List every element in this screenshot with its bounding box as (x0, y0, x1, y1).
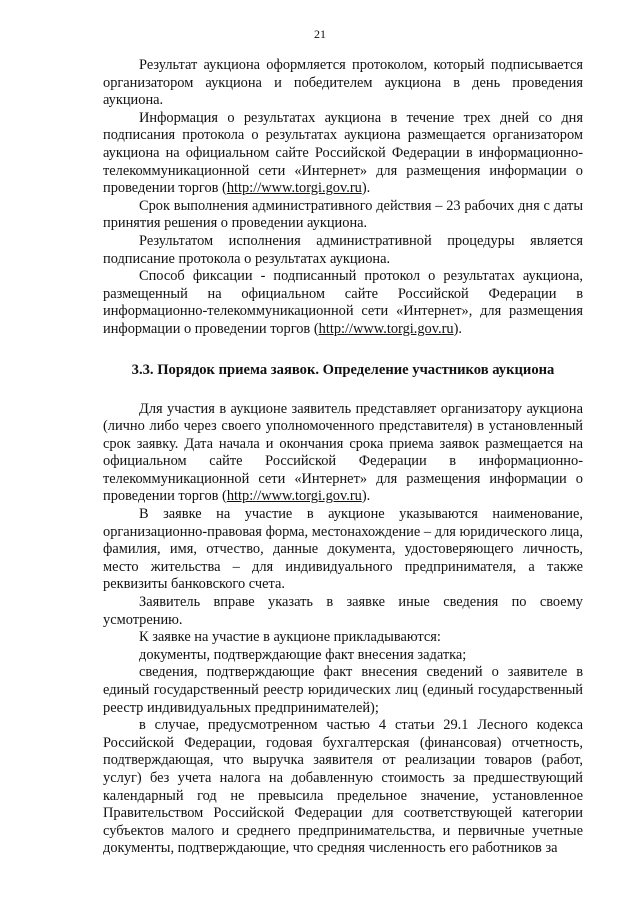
page-number: 21 (314, 27, 326, 41)
paragraph-result-publication (103, 110, 583, 198)
paragraph-application-contents: В заявке на участие в аукционе указываются наименование, организационно-правовая форма, местонахождение – для юридического лица, фамилия, имя, отчество, данные документа, удостоверяющего личность, место жительства – для индивидуального предпринимателя, а также реквизиты банковского счета. (103, 506, 583, 593)
paragraph-attachments-intro: К заявке на участие в аукционе прикладываются: (139, 629, 441, 646)
paragraph-application-submission (103, 401, 583, 507)
list-item-financial-statements: в случае, предусмотренном частью 4 статьи 29.1 Лесного кодекса Российской Федерации, годовая бухгалтерская (финансовая) отчетность, подтверждающая, что выручка заявителя от реализации товаров (работ, услуг) без учета налога на добавленную стоимость за предшествующий календарный год не превысила предельное значение, установленное Правительством Российской Федерации для соответствующей категории субъектов малого и среднего предпринимательства, и первичные учетные документы, подтверждающие, что средняя численность его работников за (103, 717, 583, 857)
paragraph-text: Способ фиксации - подписанный протокол о результатах аукциона, размещенный на официальном сайте Российской Федерации в информационно-телекоммуникационной сети «Интернет», для размещения информации о проведении торгов ( (103, 268, 583, 337)
torgi-link[interactable]: http://www.torgi.gov.ru (226, 488, 362, 505)
paragraph-text: Для участия в аукционе заявитель представляет организатору аукциона (лично либо через своего уполномоченного представителя) в установленный срок заявку. Дата начала и окончания срока приема заявок размещается на официальном сайте Российской Федерации в информационно-телекоммуникационной сети «Интернет» для размещения информации о проведении торгов ( (103, 400, 583, 505)
paragraph-additional-info: Заявитель вправе указать в заявке иные сведения по своему усмотрению. (103, 594, 583, 628)
document-body (103, 57, 583, 858)
section-heading: 3.3. Порядок приема заявок. Определение участников аукциона (131, 361, 555, 378)
paragraph-text: ). (361, 488, 371, 505)
torgi-link[interactable]: http://www.torgi.gov.ru (318, 320, 454, 337)
paragraph-text: Информация о результатах аукциона в течение трех дней со дня подписания протокола о результатах аукциона размещается организатором аукциона на официальном сайте Российской Федерации в информационно-телекоммуникационной сети «Интернет» для размещения информации о проведении торгов ( (103, 109, 583, 197)
paragraph-text: ). (361, 180, 371, 197)
list-item-registry-info: сведения, подтверждающие факт внесения сведений о заявителе в единый государственный реестр юридических лиц (единый государственный реестр индивидуальных предпринимателей); (103, 664, 583, 716)
torgi-link[interactable]: http://www.torgi.gov.ru (226, 180, 362, 197)
list-item-deposit-documents: документы, подтверждающие факт внесения задатка; (139, 646, 467, 663)
paragraph-auction-result: Результат аукциона оформляется протоколом, который подписывается организатором аукциона и победителем аукциона в день проведения аукциона. (103, 57, 583, 109)
paragraph-fixation-method (103, 268, 583, 338)
paragraph-text: ). (453, 320, 462, 337)
paragraph-procedure-result: Результатом исполнения административной процедуры является подписание протокола о результатах аукциона. (103, 232, 583, 267)
paragraph-execution-term: Срок выполнения административного действия – 23 рабочих дня с даты принятия решения о проведении аукциона. (103, 197, 583, 232)
